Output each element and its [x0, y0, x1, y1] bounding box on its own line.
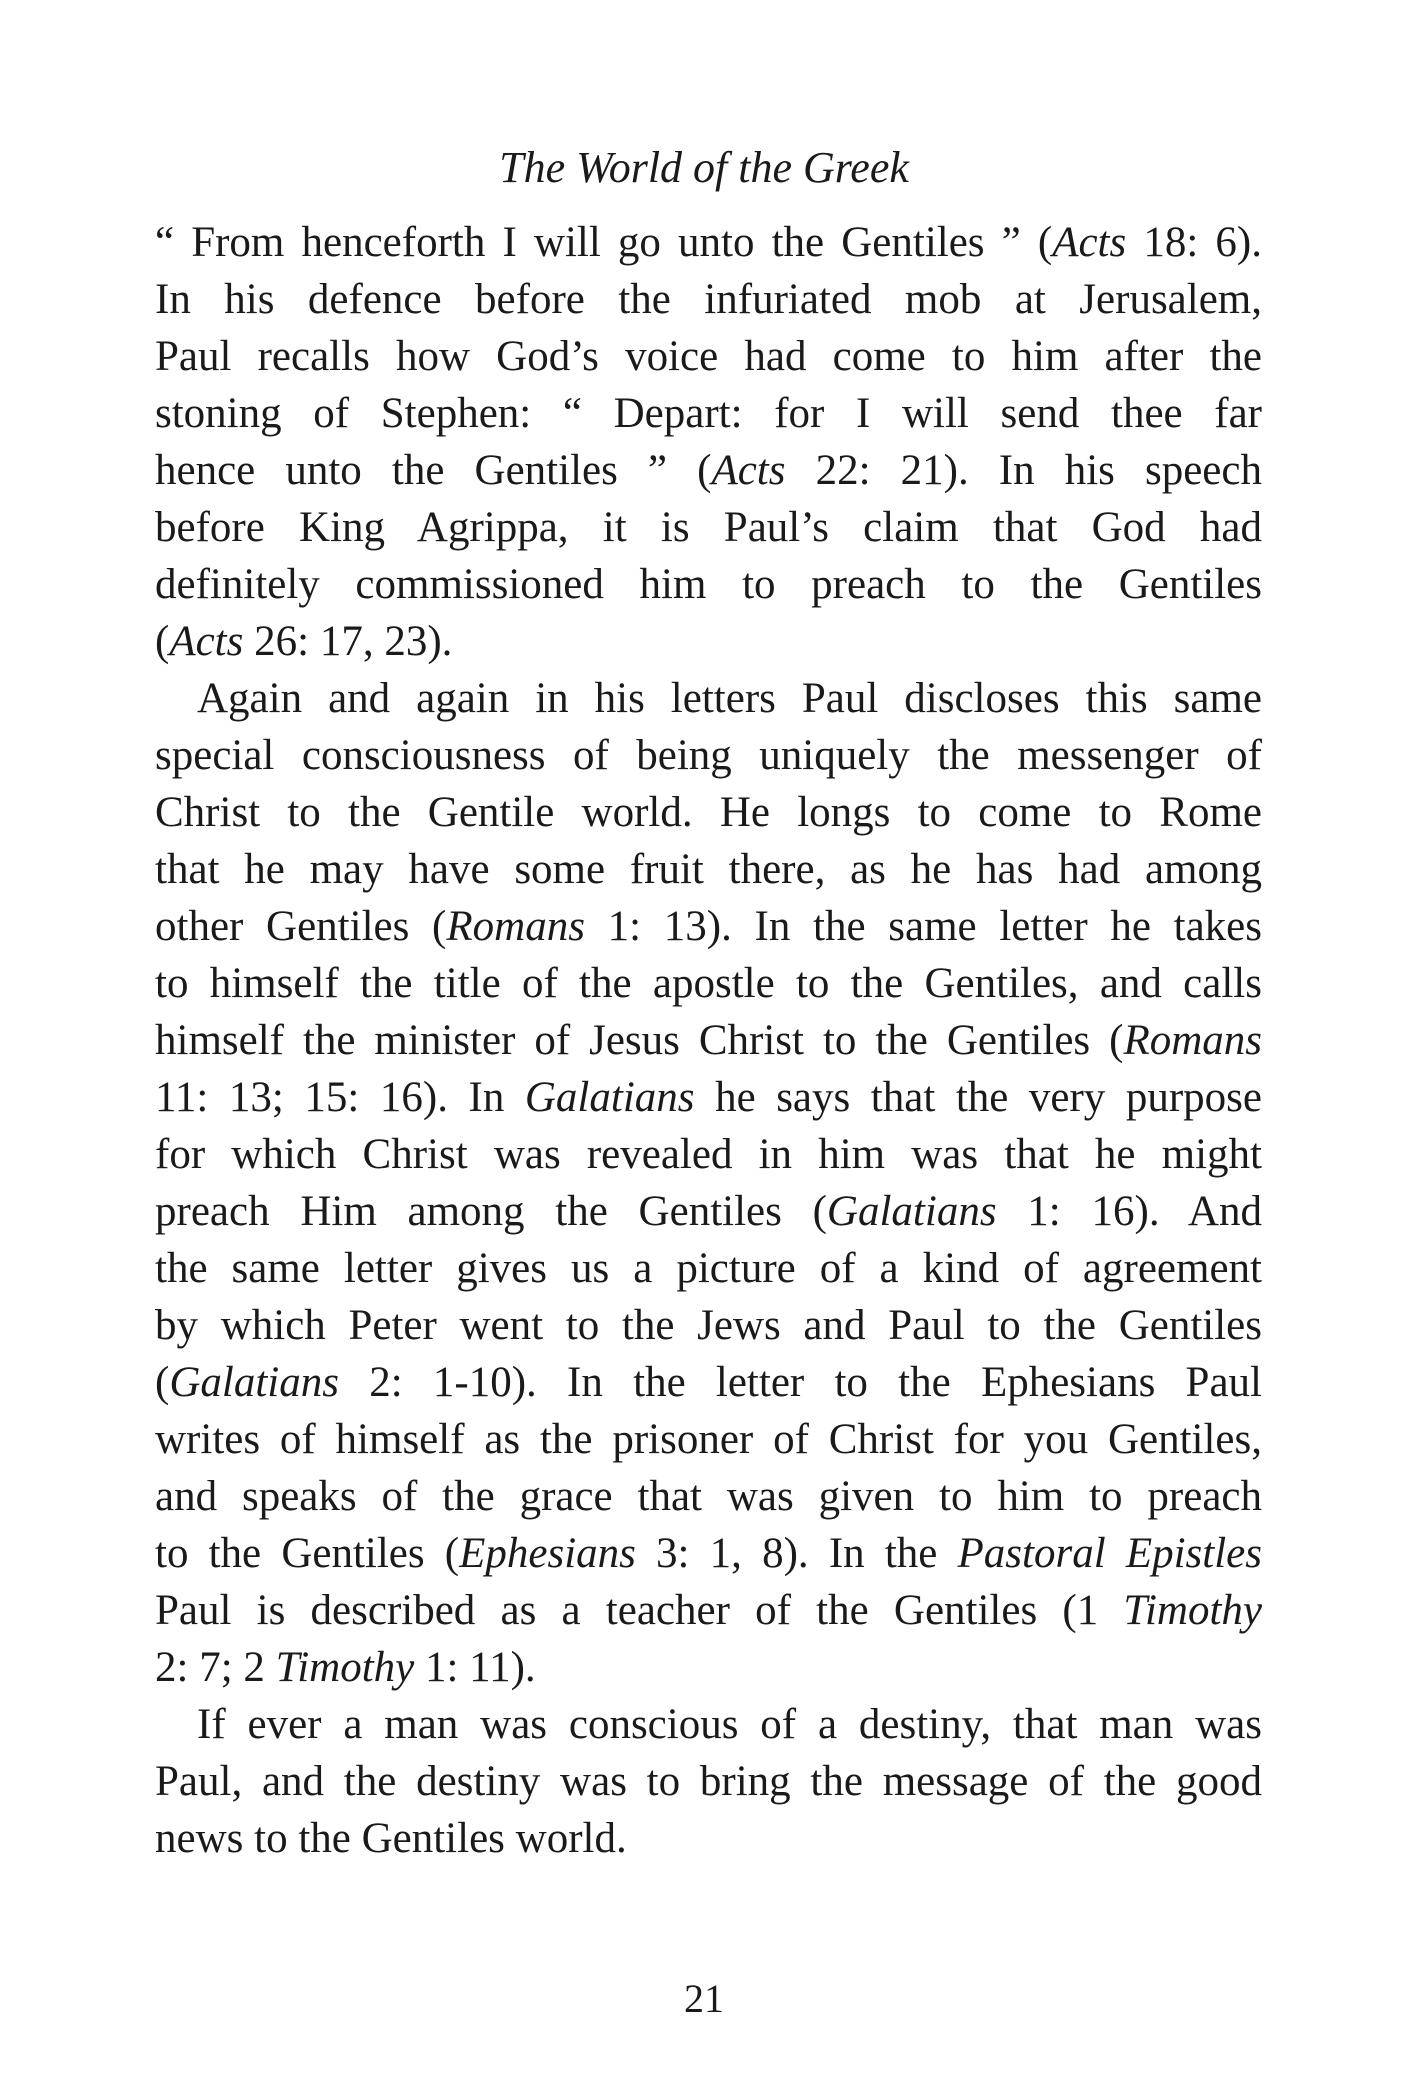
text-line: special consciousness of being uniquely the messenger of: [155, 732, 1262, 779]
text-line: If ever a man was conscious of a destiny, that man was: [197, 1701, 1262, 1748]
text-line: hence unto the Gentiles ” (Acts 22: 21). In his speech: [155, 447, 1262, 494]
text-line: the same letter gives us a picture of a kind of agreement: [155, 1245, 1262, 1292]
text-line: In his defence before the infuriated mob at Jerusalem,: [155, 276, 1262, 323]
text-line: definitely commissioned him to preach to the Gentiles: [155, 561, 1262, 608]
body-text: [155, 214, 1262, 1867]
text-line: to himself the title of the apostle to the Gentiles, and calls: [155, 960, 1262, 1007]
text-line: Paul is described as a teacher of the Gentiles (1 Timothy: [155, 1587, 1262, 1634]
text-line: Again and again in his letters Paul discloses this same: [197, 675, 1262, 722]
text-line: by which Peter went to the Jews and Paul to the Gentiles: [155, 1302, 1262, 1349]
text-line: to the Gentiles (Ephesians 3: 1, 8). In the Pastoral Epistles: [155, 1530, 1262, 1577]
text-line: (Galatians 2: 1-10). In the letter to the Ephesians Paul: [155, 1359, 1262, 1406]
text-line: before King Agrippa, it is Paul’s claim that God had: [155, 504, 1262, 551]
text-line: (Acts 26: 17, 23).: [155, 618, 453, 665]
text-line: news to the Gentiles world.: [155, 1815, 627, 1862]
text-line: “ From henceforth I will go unto the Gentiles ” (Acts 18: 6).: [155, 219, 1262, 266]
text-line: himself the minister of Jesus Christ to the Gentiles (Romans: [155, 1017, 1262, 1064]
text-line: Christ to the Gentile world. He longs to come to Rome: [155, 789, 1262, 836]
text-line: 11: 13; 15: 16). In Galatians he says that the very purpose: [155, 1074, 1262, 1121]
page-number: 21: [684, 1976, 724, 2021]
text-line: 2: 7; 2 Timothy 1: 11).: [155, 1644, 536, 1691]
text-line: for which Christ was revealed in him was that he might: [155, 1131, 1262, 1178]
text-line: preach Him among the Gentiles (Galatians 1: 16). And: [155, 1188, 1262, 1235]
text-line: that he may have some fruit there, as he has had among: [155, 846, 1262, 893]
text-line: stoning of Stephen: “ Depart: for I will send thee far: [155, 390, 1262, 437]
text-line: writes of himself as the prisoner of Christ for you Gentiles,: [155, 1416, 1262, 1463]
text-line: Paul, and the destiny was to bring the message of the good: [155, 1758, 1262, 1805]
text-line: and speaks of the grace that was given to him to preach: [155, 1473, 1262, 1520]
text-line: Paul recalls how God’s voice had come to him after the: [155, 333, 1262, 380]
text-line: other Gentiles (Romans 1: 13). In the same letter he takes: [155, 903, 1262, 950]
running-head: The World of the Greek: [499, 143, 909, 192]
